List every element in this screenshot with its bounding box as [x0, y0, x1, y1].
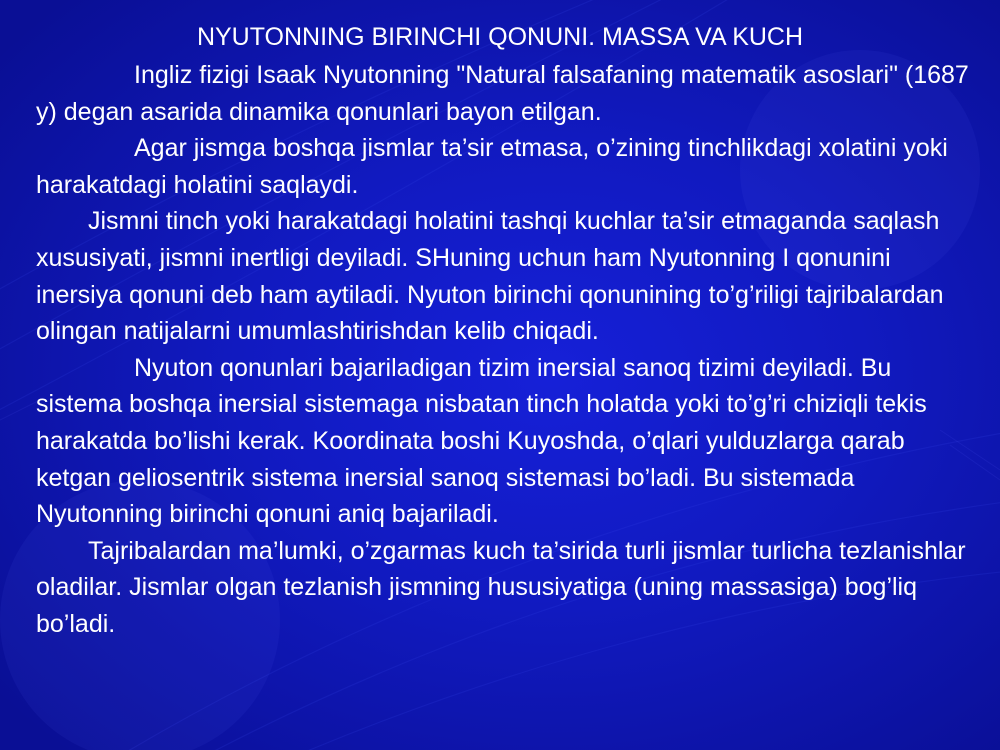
paragraph-4: Nyuton qonunlari bajariladigan tizim inersial sanoq tizimi deyiladi. Bu sistema boshqa inersial sistemaga nisbatan tinch holatda yoki to’g’ri chiziqli tekis harakatda bo’lishi kerak. Koordinata boshi Kuyoshda, o’qlari yulduzlarga qarab ketgan geliosentrik sistema inersial sanoq sistemasi bo’ladi. Bu sistemada Nyutonning birinchi qonuni aniq bajariladi. — [36, 353, 927, 529]
paragraph-1: Ingliz fizigi Isaak Nyutonning "Natural falsafaning matematik asoslari" (1687 y) degan asarida dinamika qonunlari bayon etilgan. — [36, 61, 969, 126]
paragraph-5: Tajribalardan ma’lumki, o’zgarmas kuch ta’sirida turli jismlar turlicha tezlanishlar oladilar. Jismlar olgan tezlanish jismning hususiyatiga (uning massasiga) bog’liq bo’ladi. — [36, 536, 966, 638]
paragraph-2: Agar jismga boshqa jismlar ta’sir etmasa, o’zining tinchlikdagi xolatini yoki harakatdagi holatini saqlaydi. — [36, 134, 948, 199]
slide-title: NYUTONNING BIRINCHI QONUNI. MASSA VA KUCH — [196, 23, 804, 51]
slide-body — [36, 57, 976, 643]
paragraph-3: Jismni tinch yoki harakatdagi holatini tashqi kuchlar ta’sir etmaganda saqlash xususiyati, jismni inertligi deyiladi. SHuning uchun ham Nyutonning I qonunini inersiya qonuni deb ham aytiladi. Nyuton birinchi qonunining to’g’riligi tajribalardan olingan natijalarni umumlashtirishdan kelib chiqadi. — [36, 207, 944, 346]
